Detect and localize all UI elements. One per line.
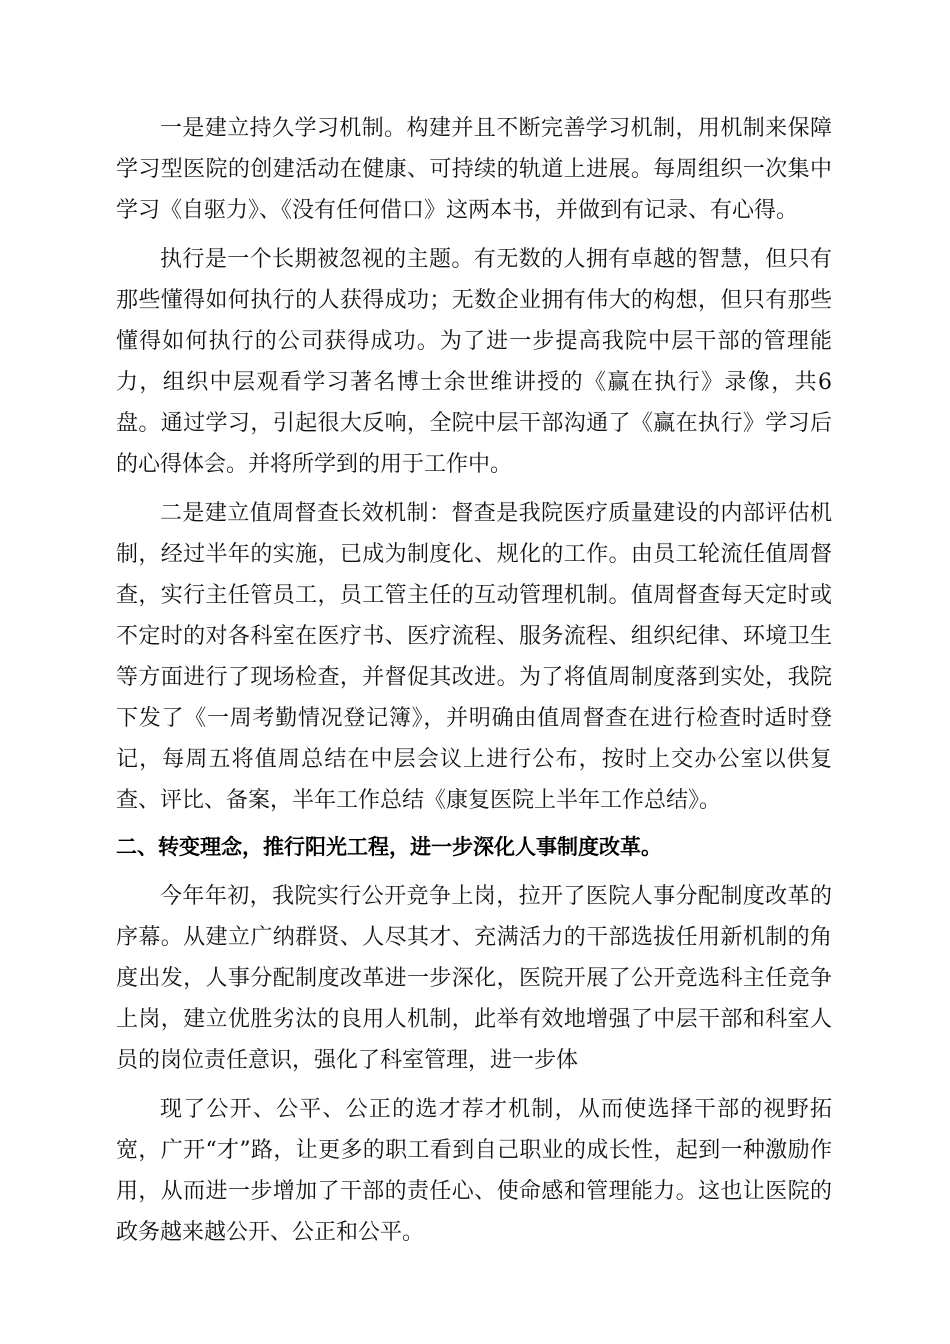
paragraph-execution: 执行是一个长期被忽视的主题。有无数的人拥有卓越的智慧，但只有那些懂得如何执行的人获得成功；无数企业拥有伟大的构想，但只有那些懂得如何执行的公司获得成功。为了进一步提高我院中层干部的管理能力，组织中层观看学习著名博士余世维讲授的《赢在执行》录像，共6盘。通过学习，引起很大反响，全院中层干部沟通了《赢在执行》学习后的心得体会。并将所学到的用于工作中。 bbox=[116, 247, 832, 477]
paragraph-selection-mechanism: 现了公开、公平、公正的选才荐才机制，从而使选择干部的视野拓宽，广开“才”路，让更多的职工看到自己职业的成长性，起到一种激励作用，从而进一步增加了干部的责任心、使命感和管理能力。这也让医院的政务越来越公开、公正和公平。 bbox=[116, 1097, 832, 1245]
section-heading: 二、转变理念，推行阳光工程，进一步深化人事制度改革。 bbox=[116, 835, 662, 859]
paragraph-open-competition: 今年年初，我院实行公开竞争上岗，拉开了医院人事分配制度改革的序幕。从建立广纳群贤、人尽其才、充满活力的干部选拔任用新机制的角度出发，人事分配制度改革进一步深化，医院开展了公开竞选科主任竞争上岗，建立优胜劣汰的良用人机制，此举有效地增强了中层干部和科室人员的岗位责任意识，强化了科室管理，进一步体 bbox=[116, 884, 832, 1073]
paragraph-learning-mechanism: 一是建立持久学习机制。构建并且不断完善学习机制，用机制来保障学习型医院的创建活动在健康、可持续的轨道上进展。每周组织一次集中学习《自驱力》、《没有任何借口》这两本书，并做到有记录、有心得。 bbox=[116, 116, 832, 223]
paragraph-weekly-supervision: 二是建立值周督查长效机制：督查是我院医疗质量建设的内部评估机制，经过半年的实施，已成为制度化、规化的工作。由员工轮流任值周督查，实行主任管员工，员工管主任的互动管理机制。值周督查每天定时或不定时的对各科室在医疗书、医疗流程、服务流程、组织纪律、环境卫生等方面进行了现场检查，并督促其改进。为了将值周制度落到实处，我院下发了《一周考勤情况登记簿》，并明确由值周督查在进行检查时适时登记，每周五将值周总结在中层会议上进行公布，按时上交办公室以供复查、评比、备案，半年工作总结《康复医院上半年工作总结》。 bbox=[116, 501, 832, 813]
document-body bbox=[116, 108, 832, 1253]
